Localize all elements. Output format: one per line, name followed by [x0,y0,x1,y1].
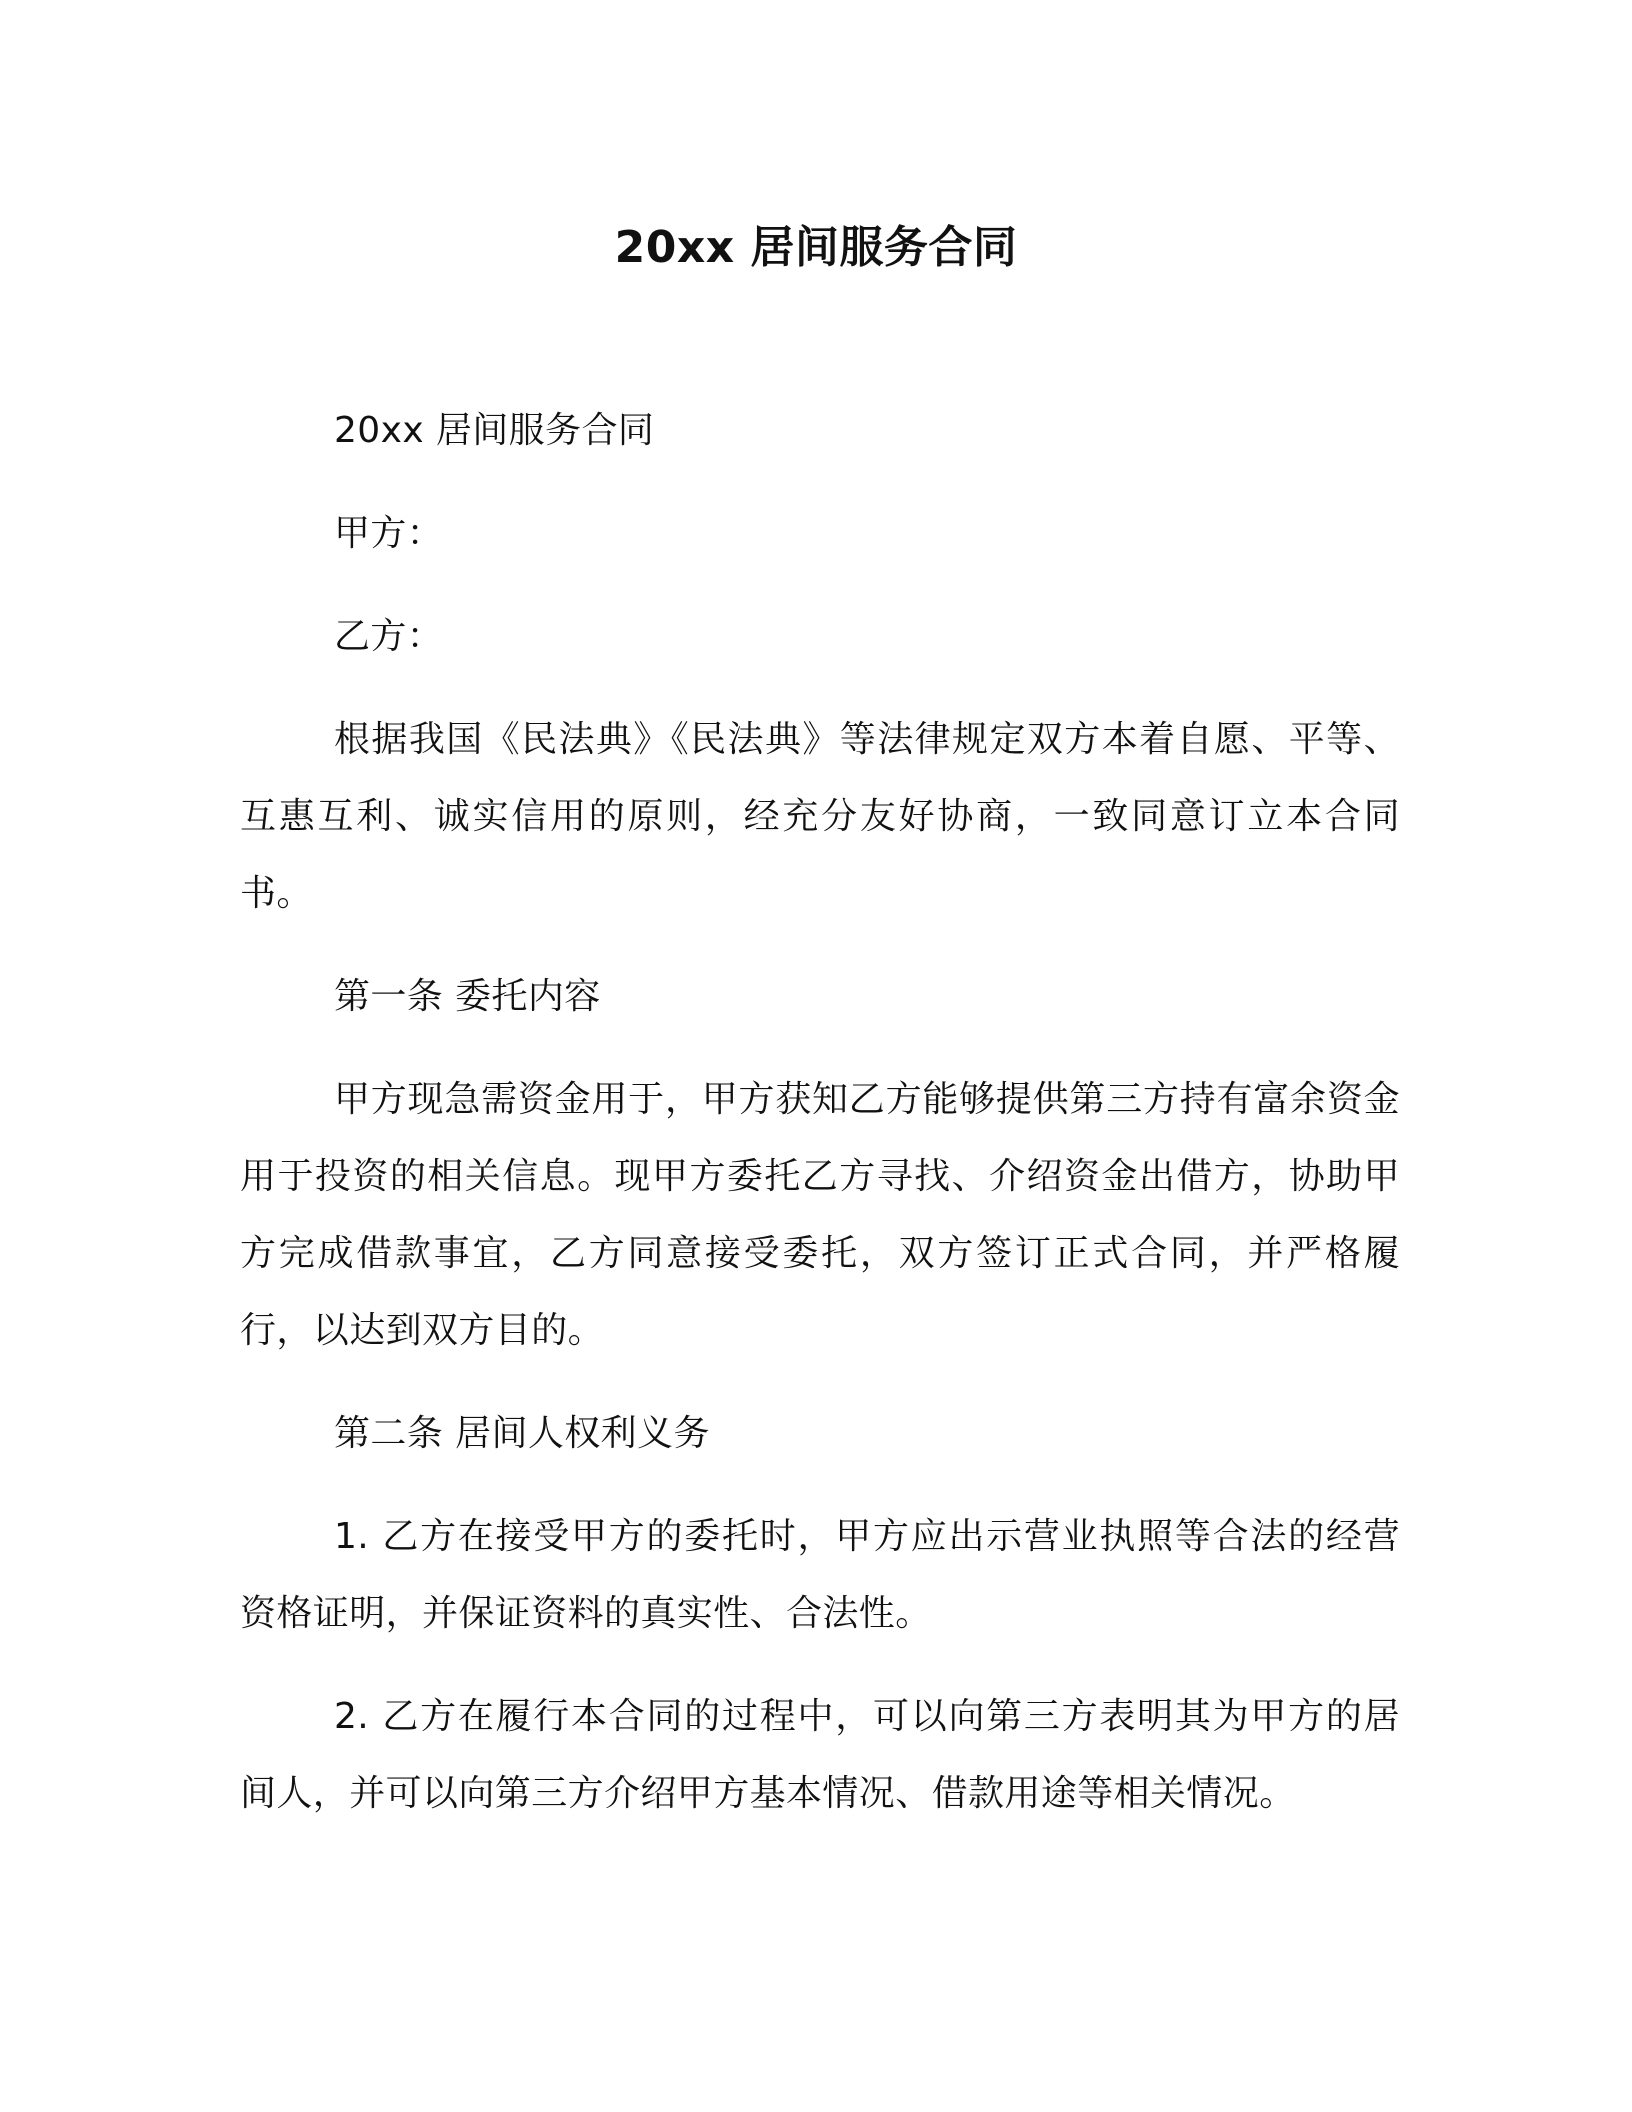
document-body [240,392,1400,1858]
document-title: 20xx 居间服务合同 [614,222,1018,273]
paragraph-clause-1: 1. 乙方在接受甲方的委托时，甲方应出示营业执照等合法的经营资格证明，并保证资料的真实性、合法性。 [240,1516,1400,1634]
paragraph-party-a: 甲方： [334,513,444,554]
paragraph-article-1: 甲方现急需资金用于，甲方获知乙方能够提供第三方持有富余资金用于投资的相关信息。现甲方委托乙方寻找、介绍资金出借方，协助甲方完成借款事宜，乙方同意接受委托，双方签订正式合同，并严格履行，以达到双方目的。 [240,1079,1400,1351]
heading-article-1: 第一条 委托内容 [334,976,601,1017]
paragraph-preamble: 根据我国《民法典》《民法典》等法律规定双方本着自愿、平等、互惠互利、诚实信用的原则，经充分友好协商，一致同意订立本合同书。 [240,719,1400,914]
heading-article-2: 第二条 居间人权利义务 [334,1413,710,1454]
paragraph-clause-2: 2. 乙方在履行本合同的过程中，可以向第三方表明其为甲方的居间人，并可以向第三方介绍甲方基本情况、借款用途等相关情况。 [240,1696,1400,1814]
paragraph-subtitle: 20xx 居间服务合同 [334,410,655,451]
paragraph-party-b: 乙方： [334,616,444,657]
